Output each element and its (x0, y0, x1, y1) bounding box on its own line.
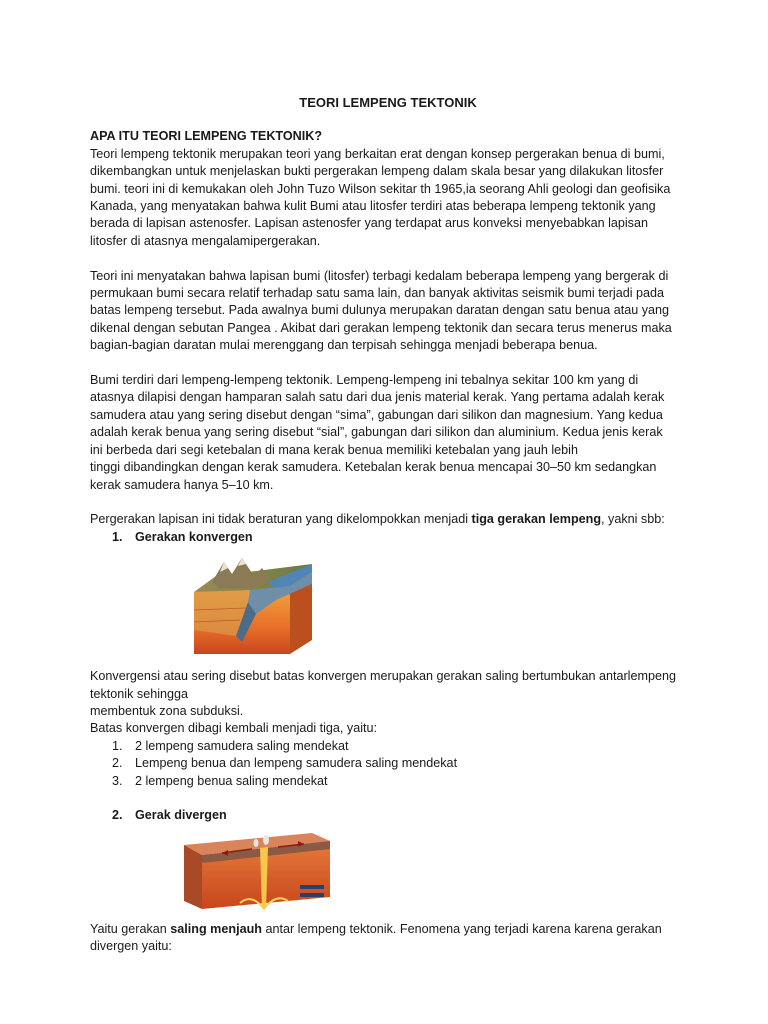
document-title: TEORI LEMPENG TEKTONIK (299, 95, 477, 110)
text-line: ini berbeda dari segi ketebalan di mana kerak benua memiliki ketebalan yang jauh lebih (90, 442, 578, 457)
text-line: litosfer di atasnya mengalamipergerakan. (90, 233, 321, 248)
text-line: Kanada, yang menyatakan bahwa kulit Bumi atau litosfer terdiri atas beberapa lempeng tektonik yang (90, 199, 656, 214)
paragraph-1 (90, 146, 686, 250)
text-line: dikembangkan untuk menjelaskan bukti pergerakan lempeng dalam skala besar yang dilakukan litosfer (90, 164, 664, 179)
text-line: berada di lapisan astenosfer. Lapisan astenosfer yang terdapat arus konveksi menyebabkan lapisan (90, 216, 648, 231)
list-label: 2 lempeng benua saling mendekat (135, 773, 328, 788)
text-line: membentuk zona subduksi. (90, 703, 244, 718)
list-item (90, 529, 686, 546)
list-label: 2 lempeng samudera saling mendekat (135, 738, 349, 753)
text-line: batas lempeng tersebut. Pada awalnya bumi dulunya merupakan daratan dengan satu benua atau yang (90, 303, 670, 318)
list-item (90, 755, 686, 772)
paragraph-3 (90, 372, 686, 494)
text-line: kerak samudera hanya 5–10 km. (90, 477, 274, 492)
list-label: Gerak divergen (135, 808, 227, 823)
text-line: samudera atau yang sering disebut dengan “sima”, gabungan dari silikon dan magnesium. Yang kedua (90, 407, 663, 422)
text-span: Pergerakan lapisan ini tidak beraturan yang dikelompokkan menjadi (90, 512, 472, 527)
section-heading: APA ITU TEORI LEMPENG TEKTONIK? (90, 129, 323, 144)
text-line: tinggi dibandingkan dengan kerak samudera. Ketebalan kerak benua mencapai 30–50 km sedangkan (90, 460, 657, 475)
text-span: Yaitu gerakan (90, 921, 171, 936)
text-line: tektonik sehingga (90, 686, 189, 701)
text-line: Bumi terdiri dari lempeng-lempeng tektonik. Lempeng-lempeng ini tebalnya sekitar 100 km yang di (90, 373, 639, 388)
text-line: bumi. teori ini di kemukakan oleh John Tuzo Wilson sekitar th 1965,ia seorang Ahli geologi dan geofisika (90, 181, 671, 196)
konvergen-paragraph (90, 668, 686, 738)
text-span: , yakni sbb: (601, 512, 665, 527)
text-line: permukaan bumi secara relatif terhadap satu sama lain, dan banyak aktivitas seismik bumi terjadi pada (90, 286, 665, 301)
paragraph-2 (90, 268, 686, 355)
list-number: 2. (112, 808, 123, 823)
text-line: atasnya dilapisi dengan hamparan salah satu dari dua jenis material kerak. Yang pertama adalah kerak (90, 390, 665, 405)
list-item (90, 807, 686, 824)
text-line: divergen yaitu: (90, 939, 172, 954)
bold-text: saling menjauh (170, 921, 262, 936)
text-line: adalah kerak benua yang sering disebut “sial”, gabungan dari silikon dan aluminium. Kedua jenis kerak (90, 425, 663, 440)
list-number: 2. (112, 756, 123, 771)
movement-list-2 (90, 807, 686, 824)
konvergen-types-list (90, 738, 686, 790)
divergen-paragraph (90, 921, 686, 956)
text-line: Konvergensi atau sering disebut batas konvergen merupakan gerakan saling bertumbukan antarlempeng (90, 669, 676, 684)
text-line: dikenal dengan sebutan Pangea . Akibat dari gerakan lempeng tektonik dan secara terus menerus maka (90, 320, 672, 335)
list-item (90, 773, 686, 790)
bold-text: tiga gerakan lempeng (471, 512, 602, 527)
text-line (90, 921, 686, 938)
list-label: Lempeng benua dan lempeng samudera saling mendekat (135, 756, 458, 771)
text-span: antar lempeng tektonik. Fenomena yang terjadi karena karena gerakan (261, 921, 662, 936)
convergent-boundary-illustration (190, 550, 315, 660)
list-number: 1. (112, 738, 123, 753)
divergent-boundary-illustration (182, 831, 332, 911)
list-number: 1. (112, 529, 123, 544)
text-line: Teori lempeng tektonik merupakan teori yang berkaitan erat dengan konsep pergerakan benua di bumi, (90, 146, 665, 161)
list-number: 3. (112, 773, 123, 788)
movement-list-1 (90, 529, 686, 546)
text-line: Teori ini menyatakan bahwa lapisan bumi (litosfer) terbagi kedalam beberapa lempeng yang bergerak di (90, 268, 669, 283)
list-item (90, 738, 686, 755)
paragraph-4 (90, 511, 686, 528)
text-line: Batas konvergen dibagi kembali menjadi tiga, yaitu: (90, 721, 378, 736)
list-label: Gerakan konvergen (135, 529, 253, 544)
text-line: bagian-bagian daratan mulai merenggang dan terpisah sehingga menjadi beberapa benua. (90, 338, 598, 353)
